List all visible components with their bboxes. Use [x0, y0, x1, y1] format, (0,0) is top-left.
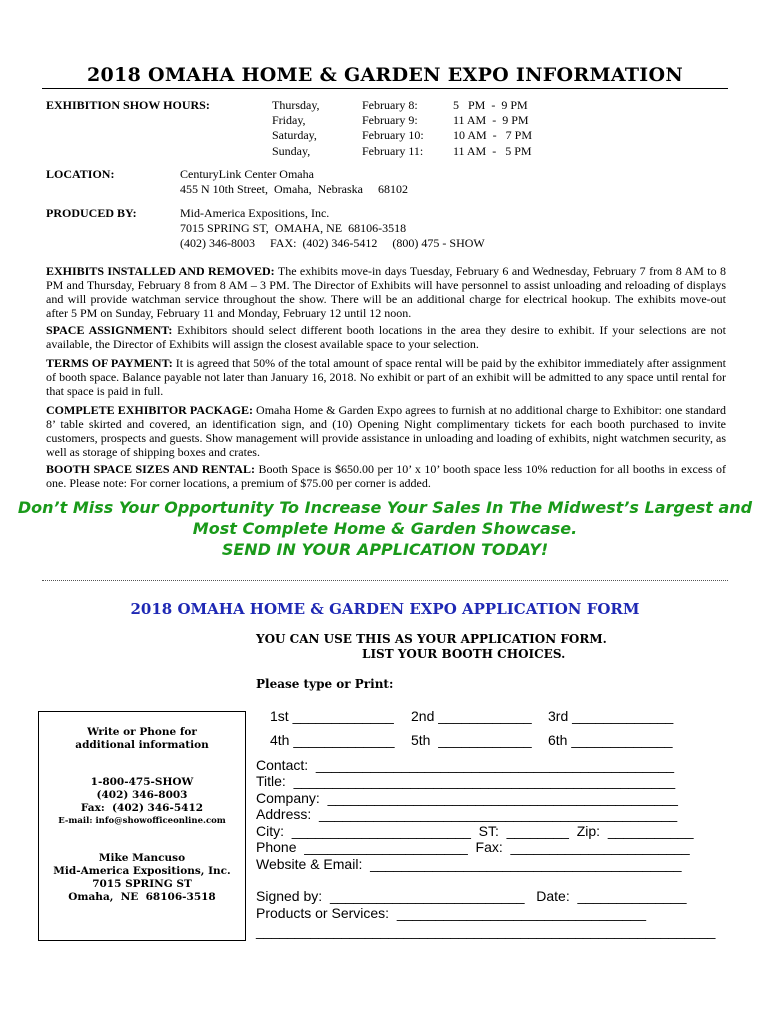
hours-day: Thursday,	[272, 98, 320, 112]
section-text: The exhibits move-in days Tuesday, February 6 and Wednesday, February 7 from 8 AM to 8 PM and Thursday, February 8 from 8 AM – 3 PM. The Director of Exhibits will have personnel to assist unloading and reloading of displays and will provide watchman service throughout the show. There will be an additional charge for electrical hookup. The exhibits move-out after 5 PM on Sunday, February 11 and Monday, February 12 until 12 noon.	[46, 264, 726, 320]
section-heading: COMPLETE EXHIBITOR PACKAGE:	[46, 403, 253, 417]
city-state-zip-field[interactable]: City: _______________________ ST: ________ Zip: ___________	[256, 823, 694, 839]
promo-line3: SEND IN YOUR APPLICATION TODAY!	[221, 540, 549, 559]
title-rule	[42, 88, 728, 89]
products-field[interactable]: Products or Services: ________________________________	[256, 905, 646, 921]
contact-field[interactable]: Contact: ______________________________________________	[256, 757, 675, 773]
box-heading2: additional information	[75, 739, 209, 751]
hours-day: Friday,	[272, 113, 306, 127]
section-text: Booth Space is $650.00 per 10’ x 10’ booth space less 10% reduction for all booths in excess of one. Please note: For corner locations, a premium of $75.00 per corner is added.	[46, 462, 726, 490]
section-heading: TERMS OF PAYMENT:	[46, 356, 173, 370]
section-exhibits	[46, 264, 726, 320]
section-heading: EXHIBITS INSTALLED AND REMOVED:	[46, 264, 275, 278]
cut-line	[42, 580, 728, 581]
box-phone1: 1-800-475-SHOW	[90, 776, 194, 788]
booth-choice-1[interactable]: 1st _____________	[270, 708, 394, 724]
type-or-print: Please type or Print:	[256, 677, 394, 691]
section-booth-rental	[46, 462, 726, 490]
hours-date: February 10:	[362, 128, 424, 142]
producer-label: PRODUCED BY:	[46, 206, 137, 220]
hours-date: February 9:	[362, 113, 418, 127]
hours-time: 5 PM - 9 PM	[453, 98, 528, 112]
hours-label: EXHIBITION SHOW HOURS:	[46, 98, 210, 112]
website-email-field[interactable]: Website & Email: ________________________________________	[256, 856, 682, 872]
box-city: Omaha, NE 68106-3518	[68, 891, 216, 903]
hours-time: 11 AM - 9 PM	[453, 113, 529, 127]
title-field[interactable]: Title: _________________________________________________	[256, 773, 676, 789]
section-package	[46, 403, 726, 459]
hours-time: 11 AM - 5 PM	[453, 144, 532, 158]
booth-choice-4[interactable]: 4th _____________	[270, 732, 395, 748]
box-fax: Fax: (402) 346-5412	[80, 802, 204, 814]
booth-choice-2[interactable]: 2nd ____________	[411, 708, 532, 724]
section-text: It is agreed that 50% of the total amount of space rental will be paid by the exhibitor immediately after assignment of booth space. Balance payable not later than January 16, 2018. No exhibit or part of an exhibit will be admitted to any space until rental for that space is paid in full.	[46, 356, 726, 398]
location-line1: CenturyLink Center Omaha	[180, 167, 314, 181]
producer-line2: 7015 SPRING ST, OMAHA, NE 68106-3518	[180, 221, 407, 235]
booth-choice-6[interactable]: 6th _____________	[548, 732, 673, 748]
products-field-continued[interactable]: ___________________________________________________________	[256, 923, 716, 939]
page-title: 2018 OMAHA HOME & GARDEN EXPO INFORMATION	[87, 64, 683, 86]
address-field[interactable]: Address: ______________________________________________	[256, 806, 678, 822]
hours-day: Sunday,	[272, 144, 311, 158]
box-phone2: (402) 346-8003	[96, 789, 188, 801]
box-heading1: Write or Phone for	[87, 726, 197, 738]
box-company: Mid-America Expositions, Inc.	[53, 865, 231, 877]
contact-info-box	[38, 711, 246, 941]
form-instruction1: YOU CAN USE THIS AS YOUR APPLICATION FORM.	[256, 632, 607, 646]
box-email: E-mail: info@showofficeonline.com	[58, 816, 226, 826]
form-title: 2018 OMAHA HOME & GARDEN EXPO APPLICATION FORM	[130, 600, 640, 618]
form-instruction2: LIST YOUR BOOTH CHOICES.	[362, 647, 566, 661]
hours-date: February 11:	[362, 144, 424, 158]
section-heading: SPACE ASSIGNMENT:	[46, 323, 173, 337]
hours-date: February 8:	[362, 98, 418, 112]
producer-line1: Mid-America Expositions, Inc.	[180, 206, 330, 220]
location-line2: 455 N 10th Street, Omaha, Nebraska 68102	[180, 182, 408, 196]
producer-line3: (402) 346-8003 FAX: (402) 346-5412 (800) 475 - SHOW	[180, 236, 485, 250]
section-heading: BOOTH SPACE SIZES AND RENTAL:	[46, 462, 255, 476]
section-text: Exhibitors should select different booth locations in the area they desire to exhibit. If your selections are not available, the Director of Exhibits will assign the closest available space to your selection.	[46, 323, 726, 351]
location-label: LOCATION:	[46, 167, 115, 181]
promo-line1: Don’t Miss Your Opportunity To Increase Your Sales In The Midwest’s Largest and	[17, 498, 753, 517]
booth-choice-3[interactable]: 3rd _____________	[548, 708, 674, 724]
section-terms	[46, 356, 726, 398]
box-name: Mike Mancuso	[98, 852, 186, 864]
box-street: 7015 SPRING ST	[92, 878, 192, 890]
section-text: Omaha Home & Garden Expo agrees to furnish at no additional charge to Exhibitor: one standard 8’ table skirted and covered, an identification sign, and (10) Opening Night complimentary tickets for each booth purchased to invite customers, prospects and guests. Show management will provide assistance in unloading and loading of exhibits, night watchmen security, as well as storage of shipping boxes and crates.	[46, 403, 726, 459]
booth-choice-5[interactable]: 5th ____________	[411, 732, 532, 748]
promo-line2: Most Complete Home & Garden Showcase.	[192, 519, 578, 538]
hours-day: Saturday,	[272, 128, 317, 142]
section-space-assignment	[46, 323, 726, 351]
company-field[interactable]: Company: _____________________________________________	[256, 790, 678, 806]
signature-date-field[interactable]: Signed by: _________________________ Date: ______________	[256, 888, 687, 904]
phone-fax-field[interactable]: Phone _____________________ Fax: _______________________	[256, 839, 690, 855]
hours-time: 10 AM - 7 PM	[453, 128, 533, 142]
